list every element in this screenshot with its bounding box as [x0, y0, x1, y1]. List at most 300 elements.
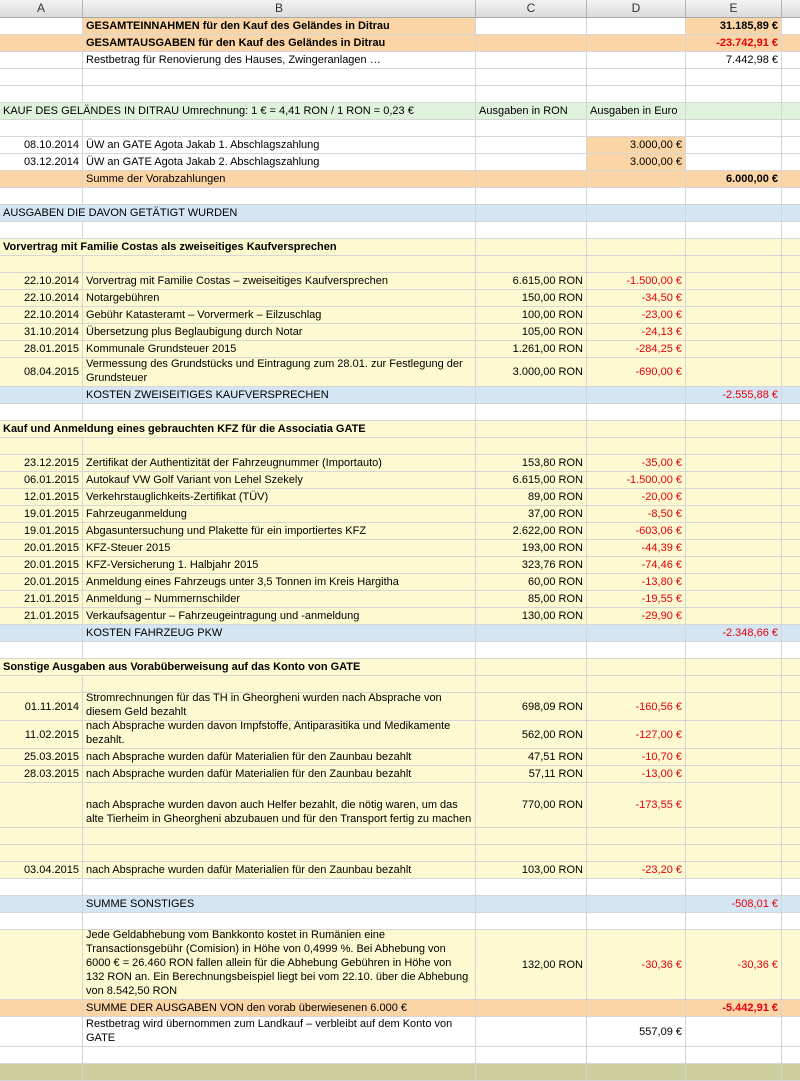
column-header-d[interactable]: D: [587, 0, 686, 17]
cell-b[interactable]: [83, 879, 476, 895]
cell-a[interactable]: [0, 506, 83, 522]
cell-a[interactable]: [0, 137, 83, 153]
cell-d[interactable]: [587, 171, 686, 187]
cell-f[interactable]: [782, 642, 800, 658]
cell-c[interactable]: [476, 896, 587, 912]
cell-f[interactable]: [782, 693, 800, 720]
cell-a[interactable]: [0, 188, 83, 204]
cell-d[interactable]: [587, 86, 686, 102]
cell-d[interactable]: [587, 1000, 686, 1016]
column-header-a[interactable]: A: [0, 0, 83, 17]
cell-e[interactable]: [686, 879, 782, 895]
cell-a[interactable]: [0, 273, 83, 289]
cell-d[interactable]: [587, 387, 686, 403]
cell-a[interactable]: [0, 766, 83, 782]
cell-e[interactable]: [686, 222, 782, 238]
cell-f[interactable]: [782, 845, 800, 861]
cell-d[interactable]: [587, 438, 686, 454]
cell-e[interactable]: [686, 1017, 782, 1046]
cell-b[interactable]: [83, 222, 476, 238]
cell-b[interactable]: [83, 1064, 476, 1080]
cell-e[interactable]: [686, 913, 782, 929]
cell-d[interactable]: [587, 188, 686, 204]
cell-a[interactable]: [0, 120, 83, 136]
cell-b[interactable]: [83, 438, 476, 454]
cell-b[interactable]: [83, 18, 476, 34]
cell-b[interactable]: [83, 721, 476, 748]
cell-d[interactable]: [587, 35, 686, 51]
cell-span[interactable]: [0, 103, 476, 119]
cell-d[interactable]: [587, 273, 686, 289]
cell-f[interactable]: [782, 239, 800, 255]
cell-b[interactable]: [83, 455, 476, 471]
cell-f[interactable]: [782, 1047, 800, 1063]
cell-f[interactable]: [782, 1000, 800, 1016]
cell-c[interactable]: [476, 171, 587, 187]
cell-c[interactable]: [476, 86, 587, 102]
cell-b[interactable]: [83, 472, 476, 488]
cell-e[interactable]: [686, 103, 782, 119]
cell-d[interactable]: [587, 783, 686, 827]
cell-c[interactable]: [476, 35, 587, 51]
cell-c[interactable]: [476, 625, 587, 641]
cell-f[interactable]: [782, 659, 800, 675]
cell-c[interactable]: [476, 137, 587, 153]
cell-c[interactable]: [476, 913, 587, 929]
cell-f[interactable]: [782, 625, 800, 641]
cell-f[interactable]: [782, 387, 800, 403]
cell-e[interactable]: [686, 693, 782, 720]
cell-d[interactable]: [587, 930, 686, 999]
cell-span[interactable]: [0, 205, 476, 221]
cell-c[interactable]: [476, 52, 587, 68]
cell-d[interactable]: [587, 103, 686, 119]
cell-e[interactable]: [686, 659, 782, 675]
cell-b[interactable]: [83, 676, 476, 692]
cell-f[interactable]: [782, 421, 800, 437]
cell-b[interactable]: [83, 1017, 476, 1046]
cell-d[interactable]: [587, 721, 686, 748]
cell-c[interactable]: [476, 557, 587, 573]
cell-c[interactable]: [476, 188, 587, 204]
cell-f[interactable]: [782, 86, 800, 102]
cell-span[interactable]: [0, 421, 476, 437]
cell-e[interactable]: [686, 540, 782, 556]
cell-e[interactable]: [686, 1047, 782, 1063]
cell-a[interactable]: [0, 693, 83, 720]
cell-e[interactable]: [686, 171, 782, 187]
cell-d[interactable]: [587, 358, 686, 386]
cell-d[interactable]: [587, 862, 686, 878]
cell-d[interactable]: [587, 591, 686, 607]
cell-e[interactable]: [686, 506, 782, 522]
cell-a[interactable]: [0, 783, 83, 827]
cell-d[interactable]: [587, 455, 686, 471]
cell-f[interactable]: [782, 438, 800, 454]
cell-f[interactable]: [782, 103, 800, 119]
cell-e[interactable]: [686, 896, 782, 912]
cell-e[interactable]: [686, 489, 782, 505]
cell-f[interactable]: [782, 341, 800, 357]
cell-c[interactable]: [476, 676, 587, 692]
cell-f[interactable]: [782, 307, 800, 323]
cell-c[interactable]: [476, 749, 587, 765]
cell-f[interactable]: [782, 489, 800, 505]
cell-b[interactable]: [83, 86, 476, 102]
cell-b[interactable]: [83, 693, 476, 720]
cell-e[interactable]: [686, 591, 782, 607]
cell-f[interactable]: [782, 154, 800, 170]
cell-a[interactable]: [0, 930, 83, 999]
cell-f[interactable]: [782, 879, 800, 895]
cell-e[interactable]: [686, 1064, 782, 1080]
cell-c[interactable]: [476, 324, 587, 340]
cell-f[interactable]: [782, 69, 800, 85]
cell-d[interactable]: [587, 472, 686, 488]
cell-c[interactable]: [476, 1064, 587, 1080]
cell-c[interactable]: [476, 307, 587, 323]
cell-c[interactable]: [476, 222, 587, 238]
cell-f[interactable]: [782, 358, 800, 386]
cell-e[interactable]: [686, 273, 782, 289]
cell-a[interactable]: [0, 52, 83, 68]
cell-d[interactable]: [587, 828, 686, 844]
cell-c[interactable]: [476, 387, 587, 403]
cell-f[interactable]: [782, 676, 800, 692]
cell-e[interactable]: [686, 35, 782, 51]
cell-a[interactable]: [0, 404, 83, 420]
cell-c[interactable]: [476, 120, 587, 136]
cell-d[interactable]: [587, 913, 686, 929]
column-header-e[interactable]: E: [686, 0, 782, 17]
cell-d[interactable]: [587, 506, 686, 522]
cell-b[interactable]: [83, 608, 476, 624]
cell-b[interactable]: [83, 358, 476, 386]
cell-c[interactable]: [476, 828, 587, 844]
cell-f[interactable]: [782, 35, 800, 51]
cell-e[interactable]: [686, 387, 782, 403]
cell-c[interactable]: [476, 358, 587, 386]
cell-b[interactable]: [83, 862, 476, 878]
cell-a[interactable]: [0, 862, 83, 878]
cell-e[interactable]: [686, 845, 782, 861]
cell-e[interactable]: [686, 766, 782, 782]
cell-c[interactable]: [476, 1000, 587, 1016]
cell-b[interactable]: [83, 766, 476, 782]
cell-b[interactable]: [83, 273, 476, 289]
cell-c[interactable]: [476, 506, 587, 522]
cell-d[interactable]: [587, 290, 686, 306]
cell-a[interactable]: [0, 721, 83, 748]
cell-c[interactable]: [476, 239, 587, 255]
cell-a[interactable]: [0, 625, 83, 641]
cell-f[interactable]: [782, 18, 800, 34]
cell-a[interactable]: [0, 1047, 83, 1063]
cell-a[interactable]: [0, 845, 83, 861]
cell-f[interactable]: [782, 523, 800, 539]
cell-b[interactable]: [83, 290, 476, 306]
column-header-f[interactable]: [782, 0, 800, 17]
cell-e[interactable]: [686, 137, 782, 153]
cell-a[interactable]: [0, 438, 83, 454]
cell-c[interactable]: [476, 721, 587, 748]
cell-c[interactable]: [476, 862, 587, 878]
cell-d[interactable]: [587, 693, 686, 720]
cell-f[interactable]: [782, 749, 800, 765]
cell-f[interactable]: [782, 137, 800, 153]
cell-c[interactable]: [476, 591, 587, 607]
cell-e[interactable]: [686, 557, 782, 573]
cell-b[interactable]: [83, 625, 476, 641]
cell-d[interactable]: [587, 1047, 686, 1063]
cell-d[interactable]: [587, 608, 686, 624]
cell-d[interactable]: [587, 324, 686, 340]
cell-e[interactable]: [686, 404, 782, 420]
cell-c[interactable]: [476, 783, 587, 827]
cell-b[interactable]: [83, 828, 476, 844]
cell-f[interactable]: [782, 540, 800, 556]
cell-f[interactable]: [782, 205, 800, 221]
cell-e[interactable]: [686, 52, 782, 68]
cell-a[interactable]: [0, 557, 83, 573]
cell-b[interactable]: [83, 171, 476, 187]
cell-span[interactable]: [0, 239, 476, 255]
cell-f[interactable]: [782, 188, 800, 204]
cell-d[interactable]: [587, 1017, 686, 1046]
cell-d[interactable]: [587, 676, 686, 692]
cell-e[interactable]: [686, 574, 782, 590]
cell-e[interactable]: [686, 256, 782, 272]
cell-a[interactable]: [0, 574, 83, 590]
cell-d[interactable]: [587, 137, 686, 153]
cell-c[interactable]: [476, 154, 587, 170]
cell-f[interactable]: [782, 120, 800, 136]
cell-a[interactable]: [0, 256, 83, 272]
cell-a[interactable]: [0, 35, 83, 51]
cell-a[interactable]: [0, 341, 83, 357]
cell-c[interactable]: [476, 489, 587, 505]
cell-f[interactable]: [782, 557, 800, 573]
cell-e[interactable]: [686, 862, 782, 878]
cell-c[interactable]: [476, 18, 587, 34]
cell-f[interactable]: [782, 256, 800, 272]
cell-e[interactable]: [686, 930, 782, 999]
cell-a[interactable]: [0, 749, 83, 765]
cell-f[interactable]: [782, 721, 800, 748]
cell-f[interactable]: [782, 896, 800, 912]
cell-b[interactable]: [83, 749, 476, 765]
cell-b[interactable]: [83, 574, 476, 590]
cell-f[interactable]: [782, 324, 800, 340]
cell-c[interactable]: [476, 659, 587, 675]
cell-f[interactable]: [782, 574, 800, 590]
cell-d[interactable]: [587, 120, 686, 136]
cell-d[interactable]: [587, 239, 686, 255]
cell-c[interactable]: [476, 69, 587, 85]
cell-c[interactable]: [476, 879, 587, 895]
cell-e[interactable]: [686, 523, 782, 539]
cell-a[interactable]: [0, 676, 83, 692]
column-header-b[interactable]: B: [83, 0, 476, 17]
cell-a[interactable]: [0, 324, 83, 340]
cell-e[interactable]: [686, 239, 782, 255]
cell-a[interactable]: [0, 69, 83, 85]
cell-f[interactable]: [782, 608, 800, 624]
cell-a[interactable]: [0, 879, 83, 895]
cell-d[interactable]: [587, 625, 686, 641]
cell-e[interactable]: [686, 120, 782, 136]
cell-b[interactable]: [83, 35, 476, 51]
cell-e[interactable]: [686, 341, 782, 357]
cell-f[interactable]: [782, 913, 800, 929]
cell-b[interactable]: [83, 845, 476, 861]
cell-f[interactable]: [782, 1064, 800, 1080]
cell-d[interactable]: [587, 421, 686, 437]
cell-e[interactable]: [686, 828, 782, 844]
cell-a[interactable]: [0, 290, 83, 306]
cell-b[interactable]: [83, 783, 476, 827]
cell-b[interactable]: [83, 404, 476, 420]
cell-c[interactable]: [476, 1047, 587, 1063]
cell-c[interactable]: [476, 273, 587, 289]
cell-b[interactable]: [83, 913, 476, 929]
cell-a[interactable]: [0, 591, 83, 607]
cell-d[interactable]: [587, 766, 686, 782]
cell-d[interactable]: [587, 557, 686, 573]
cell-d[interactable]: [587, 523, 686, 539]
cell-f[interactable]: [782, 783, 800, 827]
cell-d[interactable]: [587, 222, 686, 238]
cell-a[interactable]: [0, 307, 83, 323]
cell-b[interactable]: [83, 557, 476, 573]
cell-b[interactable]: [83, 256, 476, 272]
cell-d[interactable]: [587, 52, 686, 68]
cell-b[interactable]: [83, 387, 476, 403]
cell-c[interactable]: [476, 693, 587, 720]
cell-e[interactable]: [686, 625, 782, 641]
cell-b[interactable]: [83, 188, 476, 204]
cell-d[interactable]: [587, 307, 686, 323]
cell-b[interactable]: [83, 642, 476, 658]
cell-b[interactable]: [83, 324, 476, 340]
cell-d[interactable]: [587, 69, 686, 85]
cell-a[interactable]: [0, 18, 83, 34]
cell-e[interactable]: [686, 18, 782, 34]
cell-d[interactable]: [587, 18, 686, 34]
cell-b[interactable]: [83, 137, 476, 153]
cell-c[interactable]: [476, 256, 587, 272]
cell-a[interactable]: [0, 1064, 83, 1080]
cell-b[interactable]: [83, 120, 476, 136]
cell-c[interactable]: [476, 845, 587, 861]
cell-f[interactable]: [782, 404, 800, 420]
cell-d[interactable]: [587, 749, 686, 765]
cell-b[interactable]: [83, 523, 476, 539]
cell-f[interactable]: [782, 273, 800, 289]
cell-a[interactable]: [0, 171, 83, 187]
cell-b[interactable]: [83, 1000, 476, 1016]
cell-c[interactable]: [476, 1017, 587, 1046]
cell-a[interactable]: [0, 455, 83, 471]
cell-c[interactable]: [476, 472, 587, 488]
cell-c[interactable]: [476, 608, 587, 624]
cell-a[interactable]: [0, 896, 83, 912]
cell-d[interactable]: [587, 489, 686, 505]
cell-a[interactable]: [0, 540, 83, 556]
cell-e[interactable]: [686, 154, 782, 170]
cell-f[interactable]: [782, 766, 800, 782]
cell-a[interactable]: [0, 523, 83, 539]
cell-e[interactable]: [686, 421, 782, 437]
cell-b[interactable]: [83, 307, 476, 323]
cell-e[interactable]: [686, 783, 782, 827]
cell-e[interactable]: [686, 438, 782, 454]
cell-a[interactable]: [0, 608, 83, 624]
cell-c[interactable]: [476, 540, 587, 556]
cell-f[interactable]: [782, 828, 800, 844]
cell-e[interactable]: [686, 642, 782, 658]
cell-a[interactable]: [0, 1000, 83, 1016]
cell-b[interactable]: [83, 540, 476, 556]
cell-d[interactable]: [587, 642, 686, 658]
cell-b[interactable]: [83, 591, 476, 607]
cell-e[interactable]: [686, 749, 782, 765]
cell-f[interactable]: [782, 171, 800, 187]
cell-c[interactable]: [476, 341, 587, 357]
cell-e[interactable]: [686, 676, 782, 692]
cell-c[interactable]: [476, 421, 587, 437]
cell-f[interactable]: [782, 591, 800, 607]
cell-a[interactable]: [0, 1017, 83, 1046]
cell-a[interactable]: [0, 86, 83, 102]
cell-e[interactable]: [686, 290, 782, 306]
cell-b[interactable]: [83, 341, 476, 357]
cell-span[interactable]: [0, 659, 476, 675]
cell-d[interactable]: [587, 154, 686, 170]
cell-d[interactable]: [587, 845, 686, 861]
cell-e[interactable]: [686, 69, 782, 85]
cell-c[interactable]: [476, 455, 587, 471]
cell-a[interactable]: [0, 913, 83, 929]
cell-c[interactable]: [476, 103, 587, 119]
cell-a[interactable]: [0, 828, 83, 844]
cell-c[interactable]: [476, 574, 587, 590]
cell-e[interactable]: [686, 608, 782, 624]
cell-d[interactable]: [587, 256, 686, 272]
cell-a[interactable]: [0, 642, 83, 658]
cell-f[interactable]: [782, 862, 800, 878]
cell-f[interactable]: [782, 472, 800, 488]
cell-a[interactable]: [0, 489, 83, 505]
cell-d[interactable]: [587, 341, 686, 357]
cell-e[interactable]: [686, 721, 782, 748]
cell-d[interactable]: [587, 205, 686, 221]
cell-a[interactable]: [0, 472, 83, 488]
cell-c[interactable]: [476, 930, 587, 999]
cell-c[interactable]: [476, 766, 587, 782]
cell-e[interactable]: [686, 324, 782, 340]
cell-b[interactable]: [83, 506, 476, 522]
cell-c[interactable]: [476, 642, 587, 658]
cell-c[interactable]: [476, 205, 587, 221]
cell-d[interactable]: [587, 540, 686, 556]
cell-f[interactable]: [782, 290, 800, 306]
cell-f[interactable]: [782, 222, 800, 238]
cell-e[interactable]: [686, 188, 782, 204]
cell-f[interactable]: [782, 1017, 800, 1046]
cell-b[interactable]: [83, 896, 476, 912]
cell-d[interactable]: [587, 896, 686, 912]
